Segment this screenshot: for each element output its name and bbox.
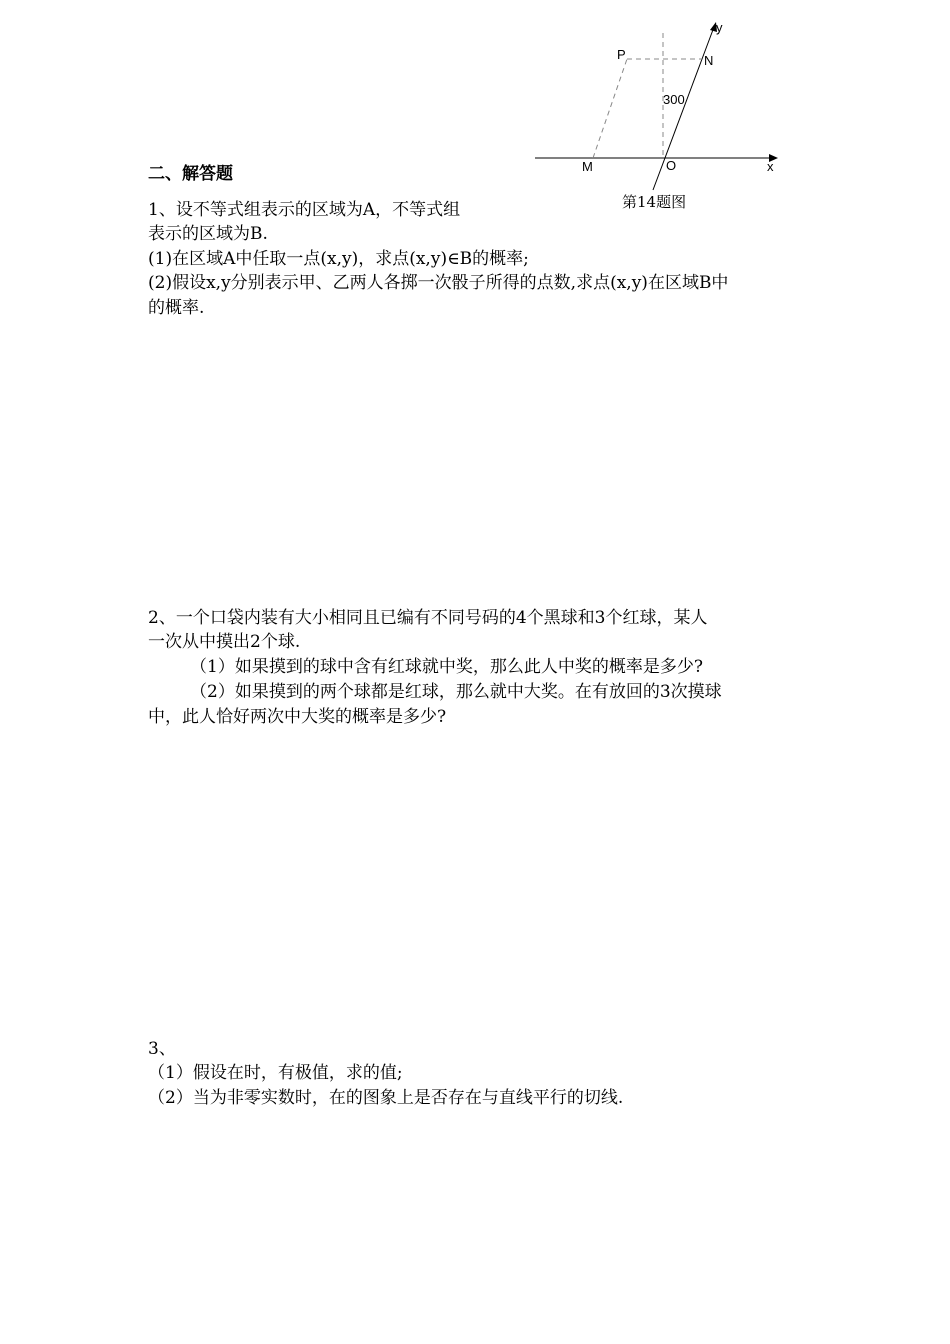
q2-part2-line1: （2）如果摸到的两个球都是红球，那么就中大奖。在有放回的3次摸球 xyxy=(190,682,722,702)
label-angle: 300 xyxy=(663,92,685,107)
label-n: N xyxy=(704,53,714,68)
label-x: x xyxy=(767,159,774,174)
label-y: y xyxy=(716,20,723,35)
figure-14 xyxy=(520,15,790,215)
q1-part2-line1: (2)假设x,y分别表示甲、乙两人各掷一次骰子所得的点数,求点(x,y)在区域B中 xyxy=(148,273,729,293)
y-axis xyxy=(653,27,714,190)
q2-line1: 2、一个口袋内装有大小相同且已编有不同号码的4个黑球和3个红球，某人 xyxy=(148,608,708,628)
q2-part1: （1）如果摸到的球中含有红球就中奖，那么此人中奖的概率是多少? xyxy=(190,657,703,677)
section-title: 二、解答题 xyxy=(148,164,233,184)
label-m: M xyxy=(582,159,593,174)
q2-line2: 一次从中摸出2个球. xyxy=(148,632,301,652)
q1-line1: 1、设不等式组表示的区域为A，不等式组 xyxy=(148,200,461,220)
q3-line1: 3、 xyxy=(148,1039,176,1059)
q1-part2-line2: 的概率. xyxy=(148,298,205,318)
q1-line2: 表示的区域为B. xyxy=(148,224,268,244)
figure-drawing xyxy=(520,15,790,215)
q3-part1: （1）假设在时，有极值，求的值; xyxy=(148,1063,403,1083)
q2-part2-line2: 中，此人恰好两次中大奖的概率是多少? xyxy=(148,707,447,727)
q3-part2: （2）当为非零实数时，在的图象上是否存在与直线平行的切线. xyxy=(148,1088,624,1108)
label-o: O xyxy=(666,158,677,173)
q1-part1: (1)在区域A中任取一点(x,y)，求点(x,y)∈B的概率; xyxy=(148,249,529,269)
segment-mp xyxy=(593,59,627,158)
label-p: P xyxy=(617,47,626,62)
figure-caption: 第14题图 xyxy=(622,193,687,211)
